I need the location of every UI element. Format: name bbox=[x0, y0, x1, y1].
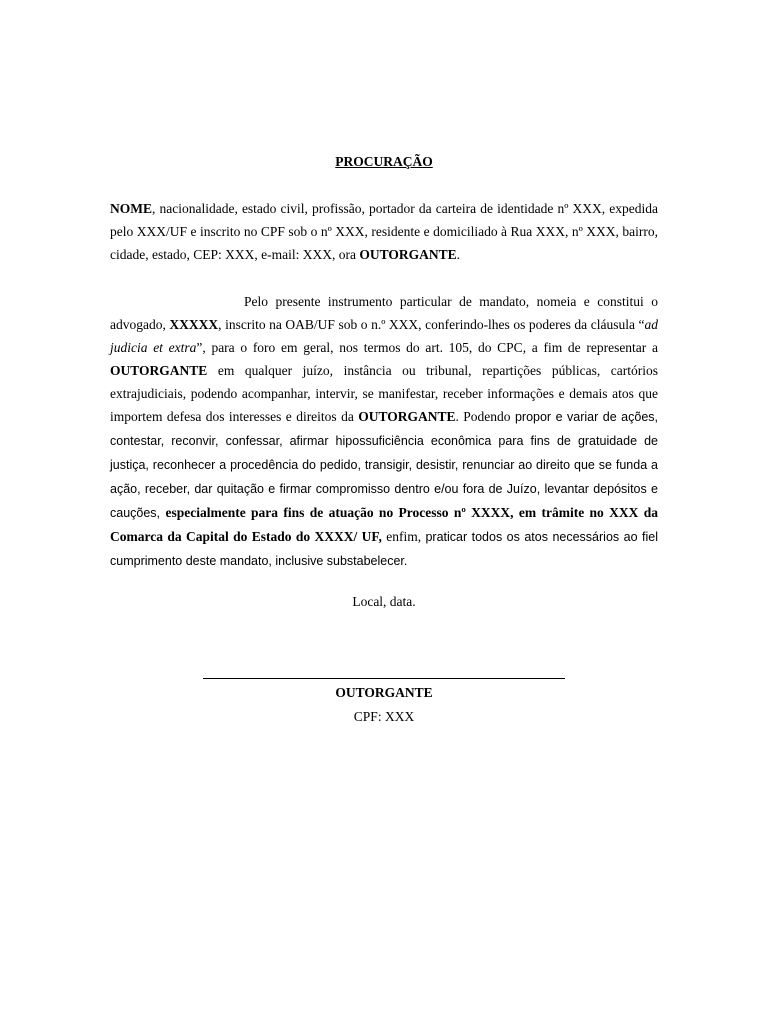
grantor-role: OUTORGANTE bbox=[359, 247, 457, 262]
clause-name: ad judicia et extra bbox=[110, 317, 658, 355]
special-powers-text: propor e variar de ações, contestar, reconvir, confessar, afirmar hipossuficiência econômica para fins de gratuidade de justiça, reconhecer a procedência do pedido, transigir, desistir, renunciar ao direito que se funda a ação, receber, dar quitação e firmar compromisso dentro e/ou fora de Juízo, levantar depósitos e cauções, bbox=[110, 410, 659, 520]
closing-powers-text: praticar todos os atos necessários ao fiel cumprimento deste mandato, inclusive substabelecer. bbox=[110, 530, 658, 568]
enfim-text: enfim, bbox=[381, 529, 426, 544]
forum-text: ”, para o foro em geral, nos termos do art. 105, do CPC, a fim de representar a bbox=[196, 340, 658, 355]
attorney-name: XXXXX bbox=[169, 317, 219, 332]
grantor-paragraph bbox=[110, 197, 658, 266]
powers-intro: Pelo presente instrumento particular de mandato, nomeia e constitui o advogado, bbox=[110, 294, 658, 332]
place-date: Local, data. bbox=[352, 594, 416, 609]
process-text: especialmente para fins de atuação no Processo nº XXXX, em trâmite no XXX da Comarca da Capital do Estado do XXXX/ UF, bbox=[110, 505, 658, 544]
grantor-details: , nacionalidade, estado civil, profissão, portador da carteira de identidade nº XXX, expedida pelo XXX/UF e inscrito no CPF sob o nº XXX, residente e domiciliado à Rua XXX, nº XXX, bairro, cidade, estado, CEP: XXX, e-mail: XXX, ora bbox=[110, 201, 658, 262]
signature-line bbox=[203, 678, 565, 679]
outorgante-ref-1: OUTORGANTE bbox=[110, 363, 208, 378]
grantor-end: . bbox=[456, 247, 460, 262]
signature-name: OUTORGANTE bbox=[335, 685, 433, 700]
signature-cpf: CPF: XXX bbox=[353, 709, 415, 724]
representation-text: em qualquer juízo, instância ou tribunal, repartições públicas, cartórios extrajudiciais, podendo acompanhar, intervir, se manifestar, receber informações e demais atos que importem defesa dos interesses e direitos da bbox=[110, 363, 658, 424]
oab-text: , inscrito na OAB/UF sob o n.º XXX, conferindo-lhes os poderes da cláusula “ bbox=[218, 317, 645, 332]
outorgante-ref-2: OUTORGANTE bbox=[358, 409, 456, 424]
document-title: PROCURAÇÃO bbox=[335, 154, 433, 169]
powers-paragraph bbox=[110, 290, 658, 573]
grantor-name: NOME bbox=[110, 201, 152, 216]
podendo-text: . Podendo bbox=[455, 409, 515, 424]
